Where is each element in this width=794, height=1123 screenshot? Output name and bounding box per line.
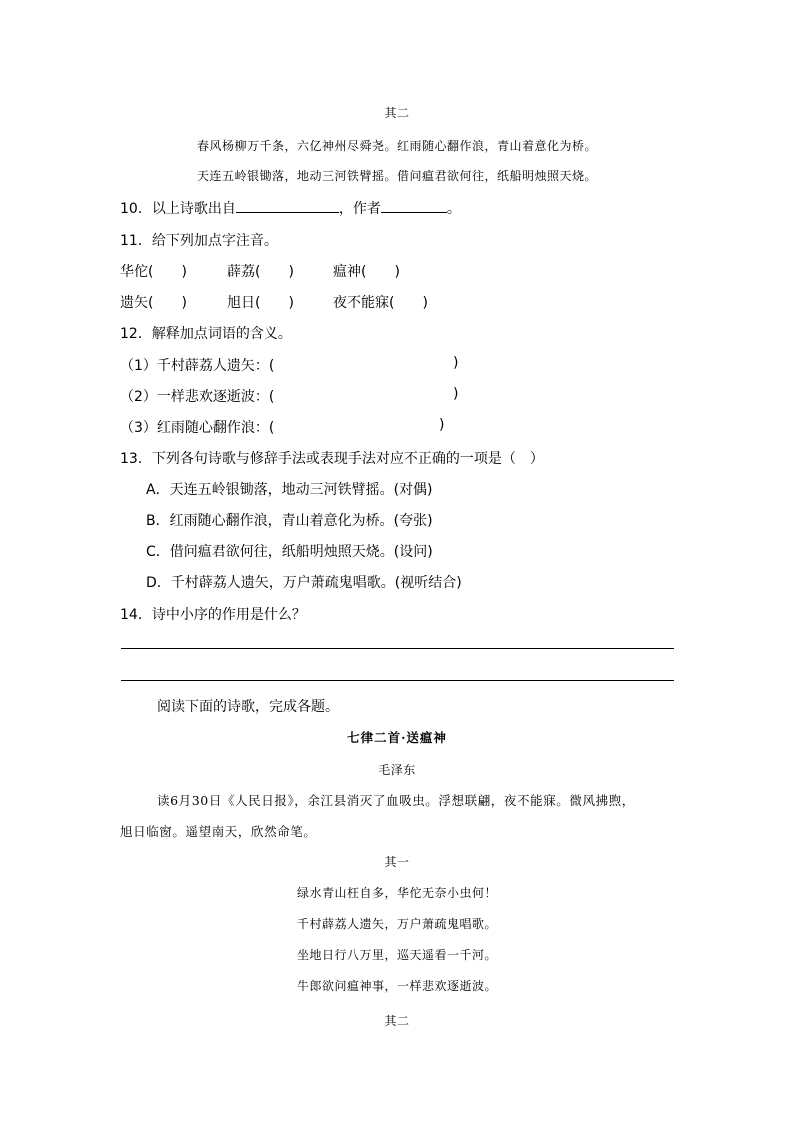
question-10 <box>120 198 461 218</box>
poem-line: 春风杨柳万千条，六亿神州尽舜尧。红雨随心翻作浪，青山着意化为桥。 <box>196 139 597 153</box>
pinyin-item: 华佗( ) <box>120 264 187 280</box>
answer-line[interactable] <box>121 680 674 681</box>
option-d[interactable]: D．千村薜荔人遗矢，万户萧疏鬼唱歌。(视听结合) <box>146 575 462 591</box>
definition-item: （3）红雨随心翻作浪：( <box>120 420 275 436</box>
paren-close: ) <box>439 417 445 433</box>
pinyin-item: 薜荔( ) <box>227 264 294 280</box>
preface-line: 读6月30日《人民日报》，余江县消灭了血吸虫。浮想联翩，夜不能寐。微风拂煦， <box>157 793 635 808</box>
option-b[interactable]: B．红雨随心翻作浪，青山着意化为桥。(夸张) <box>146 513 433 529</box>
preface-line: 旭日临窗。遥望南天，欣然命笔。 <box>120 824 317 839</box>
question-11-stem: 11．给下列加点字注音。 <box>120 233 278 249</box>
option-a[interactable]: A．天连五岭银锄落，地动三河铁臂摇。(对偶) <box>146 482 433 498</box>
definition-item: （1）千村薜荔人遗矢：( <box>120 358 275 374</box>
question-text: 。 <box>446 201 461 217</box>
poem-verse: 绿水青山枉自多，华佗无奈小虫何！ <box>296 886 497 900</box>
definition-item: （2）一样悲欢逐逝波：( <box>120 389 275 405</box>
poem-verse: 牛郎欲问瘟神事，一样悲欢逐逝波。 <box>296 979 497 993</box>
pinyin-item: 瘟神( ) <box>333 264 400 280</box>
poem-line: 天连五岭银锄落，地动三河铁臂摇。借问瘟君欲何往，纸船明烛照天烧。 <box>196 169 597 183</box>
answer-line[interactable] <box>121 648 674 649</box>
reading-instruction: 阅读下面的诗歌，完成各题。 <box>157 699 339 715</box>
question-12-stem: 12．解释加点词语的含义。 <box>120 326 292 342</box>
question-13-stem: 13．下列各句诗歌与修辞手法或表现手法对应不正确的一项是（ ） <box>120 451 544 467</box>
question-text: 10．以上诗歌出自 <box>120 201 236 217</box>
poem-verse: 千村薜荔人遗矢，万户萧疏鬼唱歌。 <box>296 917 497 931</box>
poem-verse: 坐地日行八万里，巡天遥看一千河。 <box>296 948 497 962</box>
poem-subheading: 其一 <box>384 855 410 869</box>
pinyin-item: 遗矢( ) <box>120 295 187 311</box>
answer-blank[interactable] <box>236 198 339 213</box>
poem-heading: 其二 <box>384 106 410 120</box>
option-c[interactable]: C．借问瘟君欲何往，纸船明烛照天烧。(设问) <box>146 544 433 560</box>
paren-close: ) <box>453 386 459 402</box>
pinyin-item: 夜不能寐( ) <box>333 295 428 311</box>
poem-author: 毛泽东 <box>378 763 416 777</box>
poem-subheading: 其二 <box>384 1014 410 1028</box>
answer-blank[interactable] <box>381 198 447 213</box>
poem-title: 七律二首·送瘟神 <box>347 730 447 745</box>
question-14-stem: 14．诗中小序的作用是什么？ <box>120 607 306 623</box>
question-text: ，作者 <box>338 201 381 217</box>
pinyin-item: 旭日( ) <box>227 295 294 311</box>
paren-close: ) <box>453 355 459 371</box>
